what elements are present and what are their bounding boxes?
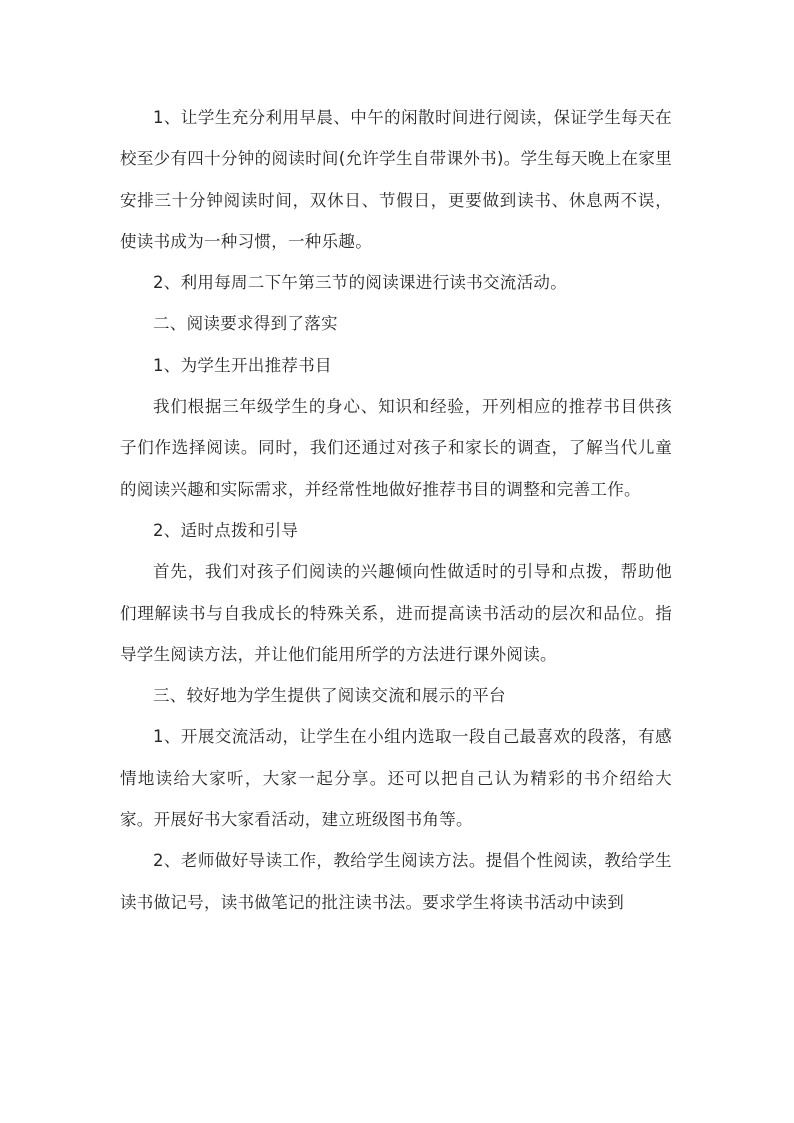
paragraph-teacher-guidance: 2、老师做好导读工作，教给学生阅读方法。提倡个性阅读，教给学生读书做记号，读书做笔记的批注读书法。要求学生将读书活动中读到: [120, 851, 672, 912]
paragraph-guidance: 首先，我们对孩子们阅读的兴趣倾向性做适时的引导和点拨，帮助他们理解读书与自我成长的特殊关系，进而提高读书活动的层次和品位。指导学生阅读方法，并让他们能用所学的方法进行课外阅读。: [120, 562, 672, 664]
subheading-guidance: 2、适时点拨和引导: [153, 520, 299, 540]
section-heading-2: 二、阅读要求得到了落实: [153, 314, 338, 334]
paragraph-morning-reading: 1、让学生充分利用早晨、中午的闲散时间进行阅读，保证学生每天在校至少有四十分钟的阅读时间(允许学生自带课外书)。学生每天晚上在家里安排三十分钟阅读时间，双休日、节假日，更要做到读书、休息两不误，使读书成为一种习惯，一种乐趣。: [120, 108, 672, 251]
body-text: [120, 97, 672, 923]
paragraph-recommended-books: 我们根据三年级学生的身心、知识和经验，开列相应的推荐书目供孩子们作选择阅读。同时，我们还通过对孩子和家长的调查，了解当代儿童的阅读兴趣和实际需求，并经常性地做好推荐书目的调整和完善工作。: [120, 397, 672, 499]
subheading-recommended-books: 1、为学生开出推荐书目: [153, 355, 332, 375]
paragraph-exchange-activities: 1、开展交流活动，让学生在小组内选取一段自己最喜欢的段落，有感情地读给大家听，大家一起分享。还可以把自己认为精彩的书介绍给大家。开展好书大家看活动，建立班级图书角等。: [120, 727, 672, 830]
paragraph-reading-class: 2、利用每周二下午第三节的阅读课进行读书交流活动。: [153, 273, 567, 293]
section-heading-3: 三、较好地为学生提供了阅读交流和展示的平台: [153, 686, 506, 706]
